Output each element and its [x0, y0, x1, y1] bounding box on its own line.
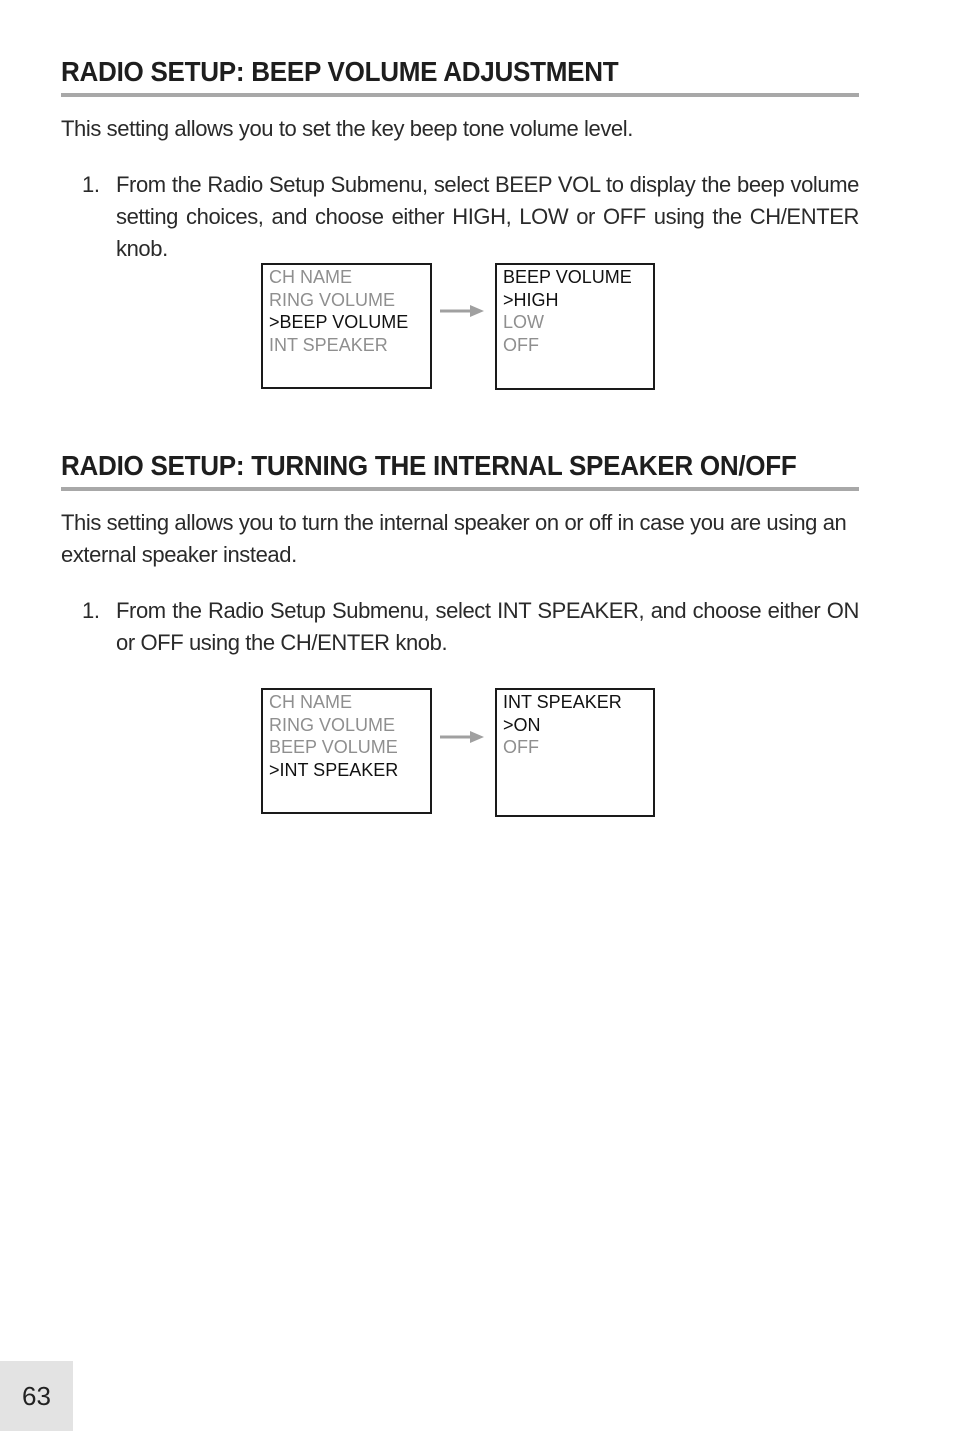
step-text: From the Radio Setup Submenu, select BEEP VOL to display the beep volume setting choices, and choose either HIGH, LOW or OFF using the CH/ENTER knob. — [116, 172, 859, 261]
submenu-screen — [495, 688, 655, 817]
menu-item-selected: >BEEP VOLUME — [269, 312, 409, 332]
menu-item: CH NAME — [269, 267, 353, 287]
submenu-option: OFF — [503, 334, 539, 355]
section-heading: RADIO SETUP: TURNING THE INTERNAL SPEAKER ON/OFF — [61, 450, 797, 481]
arrow-right-icon — [438, 728, 486, 746]
section-heading: RADIO SETUP: BEEP VOLUME ADJUSTMENT — [61, 56, 619, 87]
page-number-tab — [0, 1361, 73, 1431]
intro-paragraph: This setting allows you to set the key beep tone volume level. — [61, 116, 633, 141]
menu-screen — [261, 263, 432, 389]
menu-item-selected: >INT SPEAKER — [269, 759, 399, 780]
heading-rule — [61, 487, 859, 491]
step-number: 1. — [82, 172, 100, 197]
submenu-title: INT SPEAKER — [503, 692, 622, 712]
page-number: 63 — [22, 1380, 51, 1411]
intro-paragraph: This setting allows you to turn the internal speaker on or off in case you are using an external speaker instead. — [61, 510, 847, 567]
submenu-title: BEEP VOLUME — [503, 267, 632, 287]
menu-item: BEEP VOLUME — [269, 737, 398, 757]
heading-rule — [61, 93, 859, 97]
menu-item: CH NAME — [269, 692, 353, 712]
section-internal-speaker — [61, 449, 859, 659]
submenu-option-selected: >ON — [503, 714, 541, 735]
menu-item: INT SPEAKER — [269, 334, 388, 355]
menu-screen — [261, 688, 432, 814]
submenu-option: OFF — [503, 737, 539, 757]
step-item — [61, 595, 859, 659]
menu-item: RING VOLUME — [269, 289, 396, 310]
submenu-option-selected: >HIGH — [503, 289, 559, 310]
menu-item: RING VOLUME — [269, 714, 396, 735]
submenu-option: LOW — [503, 312, 545, 332]
submenu-screen — [495, 263, 655, 390]
arrow-right-icon — [438, 302, 486, 320]
step-item — [61, 169, 859, 265]
section-beep-volume — [61, 55, 859, 265]
step-number: 1. — [82, 598, 100, 623]
step-text: From the Radio Setup Submenu, select INT SPEAKER, and choose either ON or OFF using the CH/ENTER knob. — [116, 598, 859, 655]
